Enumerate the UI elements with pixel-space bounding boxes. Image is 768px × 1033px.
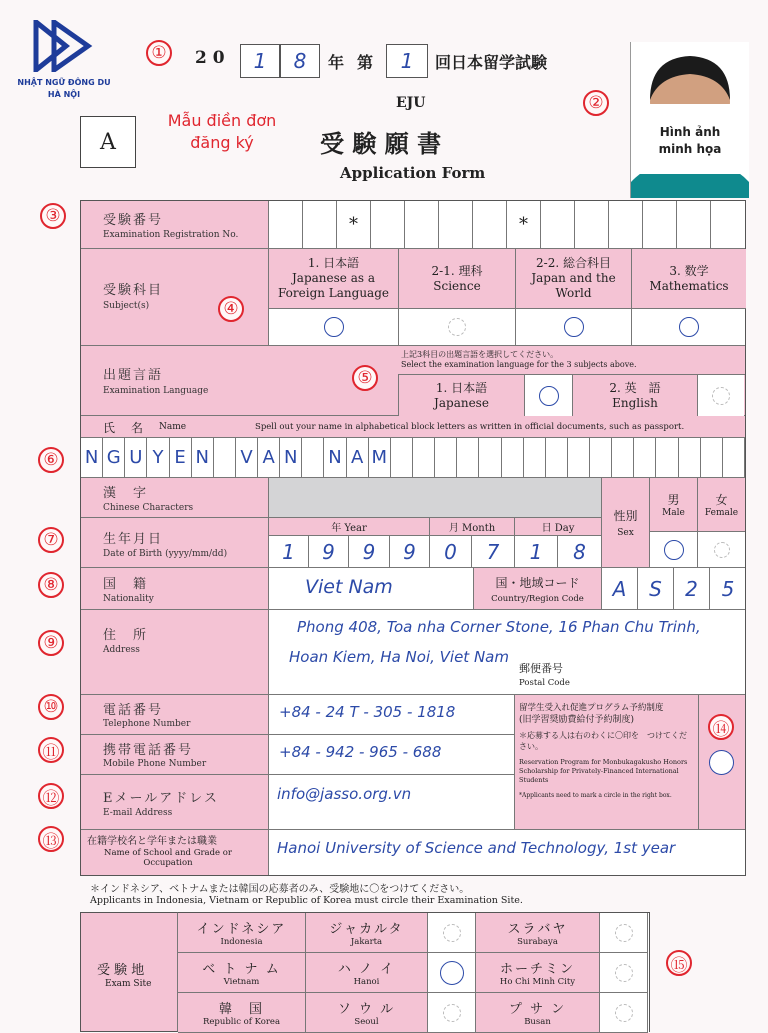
subject-3-jp: 2-2. 総合科目 xyxy=(536,256,611,270)
site-note-en: Applicants in Indonesia, Vietnam or Republic of Korea must circle their Examination Site. xyxy=(90,895,523,906)
subject-3-en: Japan and the World xyxy=(531,271,616,300)
form-title-en: Application Form xyxy=(340,164,486,182)
site-city: スラバヤ Surabaya xyxy=(476,913,600,953)
logo xyxy=(14,20,111,110)
subject-3-checkbox[interactable] xyxy=(564,317,584,337)
country-code-label: 国・地域コード Country/Region Code xyxy=(473,568,601,610)
name-letter-cell[interactable] xyxy=(612,438,634,477)
marker-1: ① xyxy=(146,40,172,66)
marker-3: ③ xyxy=(40,203,66,229)
language-options xyxy=(398,374,745,416)
subject-4-jp: 3. 数学 xyxy=(669,263,709,278)
site-city: ジャカルタ Jakarta xyxy=(306,913,428,953)
name-letter-cell[interactable] xyxy=(723,438,745,477)
name-letter-cell[interactable] xyxy=(568,438,590,477)
name-letter-cell[interactable] xyxy=(214,438,236,477)
round-number[interactable]: 1 xyxy=(386,44,428,78)
reg-number-cells[interactable]: * * xyxy=(268,201,745,249)
dob-digit[interactable]: 7 xyxy=(472,536,515,567)
name-letter-cell[interactable] xyxy=(524,438,546,477)
subject-options xyxy=(268,249,745,346)
site-checkbox[interactable] xyxy=(615,1004,633,1022)
scholarship-label: 留学生受入れ促進プログラム予約制度 (旧学習奨励費給付予約制度) ＊応募する人は右のわくに〇印を つけてください。 Reservation Program for Monbukagakusho Honors Scholarship for Privately-Financed International Students *Applicants need to mark a circle in the right box. xyxy=(514,695,698,830)
country-code-char[interactable]: S xyxy=(638,568,674,609)
name-letter-cell[interactable]: Y xyxy=(147,438,169,477)
dai-kanji: 第 xyxy=(357,53,374,72)
marker-11: ⑪ xyxy=(38,737,64,763)
email-value[interactable]: info@jasso.org.vn xyxy=(268,775,514,830)
marker-12: ⑫ xyxy=(38,783,64,809)
site-city: ホーチミン Ho Chi Minh City xyxy=(476,953,600,993)
address-label: 住 所 Address xyxy=(81,610,268,695)
sample-note: Mẫu điền đơn đăng ký xyxy=(167,111,277,152)
exam-site-label: 受 験 地 Exam Site xyxy=(80,912,178,1032)
dob-digit[interactable]: 8 xyxy=(573,539,586,564)
site-checkbox[interactable] xyxy=(443,1004,461,1022)
name-letter-cell[interactable]: A xyxy=(258,438,280,477)
photo-label: Hình ảnh minh họa xyxy=(658,125,722,156)
site-city: プ サ ン Busan xyxy=(476,993,600,1033)
subject-2-en: Science xyxy=(433,278,481,293)
name-letter-cell[interactable]: M xyxy=(369,438,391,477)
kanji-label: 漢 字 Chinese Characters xyxy=(81,478,268,518)
address-line1: Phong 408, Toa nha Corner Stone, 16 Phan Chu Trinh, xyxy=(297,618,701,636)
subject-1-jp: 1. 日本語 xyxy=(307,256,360,270)
name-letter-cell[interactable] xyxy=(656,438,678,477)
photo-image xyxy=(631,42,749,198)
year-kanji: 年 xyxy=(328,53,345,72)
name-letter-cell[interactable]: G xyxy=(103,438,125,477)
site-check-cell xyxy=(600,913,648,953)
site-checkbox[interactable] xyxy=(440,961,464,985)
country-code-char[interactable]: 5 xyxy=(721,576,735,601)
dob-cells: 年 Year 月 Month 日 Day 1 9 9 9 0 7 1 8 xyxy=(268,518,601,568)
subject-2-checkbox[interactable] xyxy=(448,318,466,336)
site-note-jp: ＊インドネシア、ベトナムまたは韓国の応募者のみ、受験地に〇をつけてください。 xyxy=(90,884,470,895)
sex-female-checkbox[interactable] xyxy=(714,542,730,558)
marker-8: ⑧ xyxy=(38,572,64,598)
marker-2: ② xyxy=(583,90,609,116)
name-letter-cell[interactable]: V xyxy=(236,438,258,477)
reg-label: 受験番号 Examination Registration No. xyxy=(81,201,268,249)
dob-digit[interactable]: 9 xyxy=(390,536,430,567)
name-letter-cell[interactable] xyxy=(634,438,656,477)
site-checkbox[interactable] xyxy=(615,964,633,982)
mobile-value[interactable]: +84 - 942 - 965 - 688 xyxy=(268,735,514,775)
mobile-label: 携帯電話番号 Mobile Phone Number xyxy=(81,735,268,775)
site-check-cell xyxy=(600,993,648,1033)
name-letter-cell[interactable] xyxy=(546,438,568,477)
sex-male-checkbox[interactable] xyxy=(664,540,684,560)
name-letter-cell[interactable] xyxy=(502,438,524,477)
country-code-char[interactable]: A xyxy=(602,568,638,609)
dob-digit[interactable]: 0 xyxy=(430,536,472,567)
name-letter-cell[interactable] xyxy=(479,438,501,477)
exam-title: 回日本留学試験 xyxy=(435,53,548,72)
subject-2-jp: 2-1. 理科 xyxy=(431,263,483,278)
language-2-en: English xyxy=(612,395,658,410)
eju-label: EJU xyxy=(396,95,426,111)
language-1-checkbox[interactable] xyxy=(539,386,559,406)
subject-1-en: Japanese as a Foreign Language xyxy=(278,271,389,300)
email-label: Eメールアドレス E-mail Address xyxy=(81,775,268,830)
name-letter-cell[interactable]: N xyxy=(192,438,214,477)
subject-label: 受験科目 Subject(s) xyxy=(81,249,268,346)
box-letter: A xyxy=(80,116,136,168)
subject-4-en: Mathematics xyxy=(649,278,729,293)
name-letter-cell[interactable]: N xyxy=(81,438,103,477)
subject-4-checkbox[interactable] xyxy=(679,317,699,337)
name-letter-cells[interactable] xyxy=(81,438,745,478)
name-letter-cell[interactable] xyxy=(391,438,413,477)
logo-icon xyxy=(32,20,98,72)
site-country: インドネシア Indonesia xyxy=(178,913,306,953)
site-check-cell xyxy=(600,953,648,993)
marker-5: ⑤ xyxy=(352,365,378,391)
site-country: ベ ト ナ ム Vietnam xyxy=(178,953,306,993)
form-title-jp: 受 験 願 書 xyxy=(320,129,442,158)
name-letter-cell[interactable] xyxy=(435,438,457,477)
marker-6: ⑥ xyxy=(38,447,64,473)
name-letter-cell[interactable]: U xyxy=(125,438,147,477)
site-check-cell xyxy=(428,913,476,953)
language-1-jp: 1. 日本語 xyxy=(435,380,488,395)
marker-14: ⑭ xyxy=(708,714,734,740)
language-1-en: Japanese xyxy=(434,395,489,410)
site-country: 韓 国 Republic of Korea xyxy=(178,993,306,1033)
marker-10: ⑩ xyxy=(38,694,64,720)
sex-male-cell xyxy=(649,532,697,568)
name-label-row: 氏 名 Name Spell out your name in alphabetical block letters as written in official documents, such as passport. xyxy=(81,416,745,438)
language-2-jp: 2. 英 語 xyxy=(609,380,661,395)
sex-label: 性別 Sex xyxy=(601,478,649,568)
name-letter-cell[interactable] xyxy=(701,438,723,477)
year-digit-2[interactable]: 8 xyxy=(280,44,320,78)
school-label: 在籍学校名と学年または職業 Name of School and Grade or Occupation xyxy=(81,830,268,875)
scholarship-checkbox[interactable] xyxy=(709,750,734,775)
nationality-value[interactable]: Viet Nam xyxy=(268,568,473,610)
sex-female-cell xyxy=(697,532,745,568)
school-value[interactable]: Hanoi University of Science and Technology, 1st year xyxy=(268,830,745,875)
sex-female-label: 女 Female xyxy=(697,478,745,532)
name-letter-cell[interactable] xyxy=(590,438,612,477)
country-code-cells xyxy=(601,568,745,610)
language-label: 出題言語 Examination Language 上記3科目の出題言語を選択してください。 Select the examination language for the 3 subjects above. xyxy=(81,346,745,416)
address-line2: Hoan Kiem, Ha Noi, Viet Nam xyxy=(289,648,509,666)
site-checkbox[interactable] xyxy=(443,924,461,942)
year-prefix: 2 0 xyxy=(195,48,225,68)
marker-13: ⑬ xyxy=(38,826,64,852)
nationality-label: 国 籍 Nationality xyxy=(81,568,268,610)
phone-label: 電話番号 Telephone Number xyxy=(81,695,268,735)
name-letter-cell[interactable] xyxy=(413,438,435,477)
marker-7: ⑦ xyxy=(38,527,64,553)
dob-digit[interactable]: 9 xyxy=(309,536,349,567)
photo-box[interactable] xyxy=(630,42,749,198)
address-field[interactable]: Phong 408, Toa nha Corner Stone, 16 Phan Chu Trinh, Hoan Kiem, Ha Noi, Viet Nam 郵便番号 Postal Code xyxy=(268,610,745,695)
name-letter-cell[interactable] xyxy=(457,438,479,477)
logo-line1: NHẬT NGỮ ĐÔNG DU xyxy=(17,78,111,87)
sex-male-label: 男 Male xyxy=(649,478,697,532)
marker-4: ④ xyxy=(218,296,244,322)
name-letter-cell[interactable]: N xyxy=(324,438,346,477)
dob-label: 生年月日 Date of Birth (yyyy/mm/dd) xyxy=(81,518,268,568)
marker-15: ⑮ xyxy=(666,950,692,976)
subject-1-checkbox[interactable] xyxy=(324,317,344,337)
site-city: ハ ノ イ Hanoi xyxy=(306,953,428,993)
name-letter-cell[interactable]: A xyxy=(347,438,369,477)
site-checkbox[interactable] xyxy=(615,924,633,942)
language-2-checkbox[interactable] xyxy=(712,387,730,405)
phone-value[interactable]: +84 - 24 T - 305 - 1818 xyxy=(268,695,514,735)
dob-digit[interactable]: 9 xyxy=(349,536,390,567)
name-letter-cell[interactable]: E xyxy=(170,438,192,477)
name-letter-cell[interactable] xyxy=(302,438,324,477)
exam-site-grid xyxy=(178,912,650,1032)
site-check-cell xyxy=(428,953,476,993)
name-letter-cell[interactable] xyxy=(679,438,701,477)
marker-9: ⑨ xyxy=(38,630,64,656)
dob-digit[interactable]: 1 xyxy=(515,536,558,567)
name-letter-cell[interactable]: N xyxy=(280,438,302,477)
kanji-field[interactable] xyxy=(268,478,601,518)
country-code-char[interactable]: 2 xyxy=(674,568,710,609)
dob-digit[interactable]: 1 xyxy=(269,536,309,567)
site-city: ソ ウ ル Seoul xyxy=(306,993,428,1033)
logo-line2: HÀ NỘI xyxy=(47,90,81,99)
year-digit-1[interactable]: 1 xyxy=(240,44,280,78)
site-check-cell xyxy=(428,993,476,1033)
